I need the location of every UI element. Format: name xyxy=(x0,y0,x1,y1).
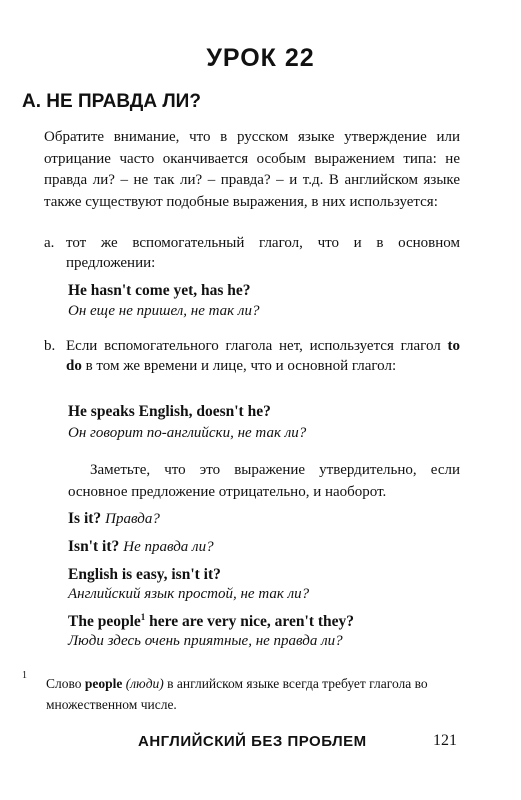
example-english: He hasn't come yet, has he? xyxy=(68,282,251,299)
list-item-text-after: в том же времени и лице, что и основной глагол: xyxy=(85,358,397,374)
list-item-text xyxy=(66,336,460,376)
footnote-reference: 1 xyxy=(140,612,146,622)
list-item-b xyxy=(44,336,460,398)
example-russian: Правда? xyxy=(105,511,160,527)
example-russian: Не правда ли? xyxy=(123,539,214,555)
intro-paragraph: Обратите внимание, что в русском языке утверждение или отрицание часто оканчивается особым выражением типа: не правда ли? – не так ли? – правда? – и т.д. В английском языке также существуют подобные выражения, в них используется: xyxy=(44,129,460,210)
example-line xyxy=(68,510,160,528)
example-russian: Английский язык простой, не так ли? xyxy=(68,586,310,602)
example-line xyxy=(68,538,214,556)
lesson-title: УРОК 22 xyxy=(206,44,315,72)
list-marker: b. xyxy=(44,338,56,354)
verb-highlight: to do xyxy=(66,338,460,374)
list-item-a xyxy=(44,233,460,277)
footnote-word: people xyxy=(84,676,123,691)
example-english: Is it? xyxy=(68,510,102,527)
running-title: АНГЛИЙСКИЙ БЕЗ ПРОБЛЕМ xyxy=(138,733,367,750)
footnote-mark: 1 xyxy=(22,670,27,681)
example-english-before: The people xyxy=(68,613,141,631)
footnote xyxy=(46,673,460,715)
example-russian: Он еще не пришел, не так ли? xyxy=(68,303,260,319)
section-heading: А. НЕ ПРАВДА ЛИ? xyxy=(22,91,201,112)
example-english: He speaks English, doesn't he? xyxy=(68,403,271,420)
footnote-before: Слово xyxy=(46,676,82,691)
example-english: Isn't it? xyxy=(68,538,120,555)
example-english-after: here are very nice, aren't they? xyxy=(149,613,355,631)
list-item-text-before: Если вспомогательного глагола нет, используется глагол xyxy=(66,338,441,354)
example-english: English is easy, isn't it? xyxy=(68,566,221,583)
footnote-translation: (люди) xyxy=(125,676,164,691)
footnote-after: в английском языке всегда требует глагола во множественном числе. xyxy=(46,676,428,712)
list-item-text: тот же вспомогательный глагол, что и в основном предложении: xyxy=(66,235,460,271)
example-russian: Он говорит по-английски, не так ли? xyxy=(68,425,307,441)
example-english xyxy=(68,612,354,631)
note-paragraph: Заметьте, что это выражение утвердительно, если основное предложение отрицательно, и наоборот. xyxy=(68,462,460,500)
example-russian: Люди здесь очень приятные, не правда ли? xyxy=(68,633,343,649)
list-marker: a. xyxy=(44,235,55,251)
page-number: 121 xyxy=(433,732,457,749)
